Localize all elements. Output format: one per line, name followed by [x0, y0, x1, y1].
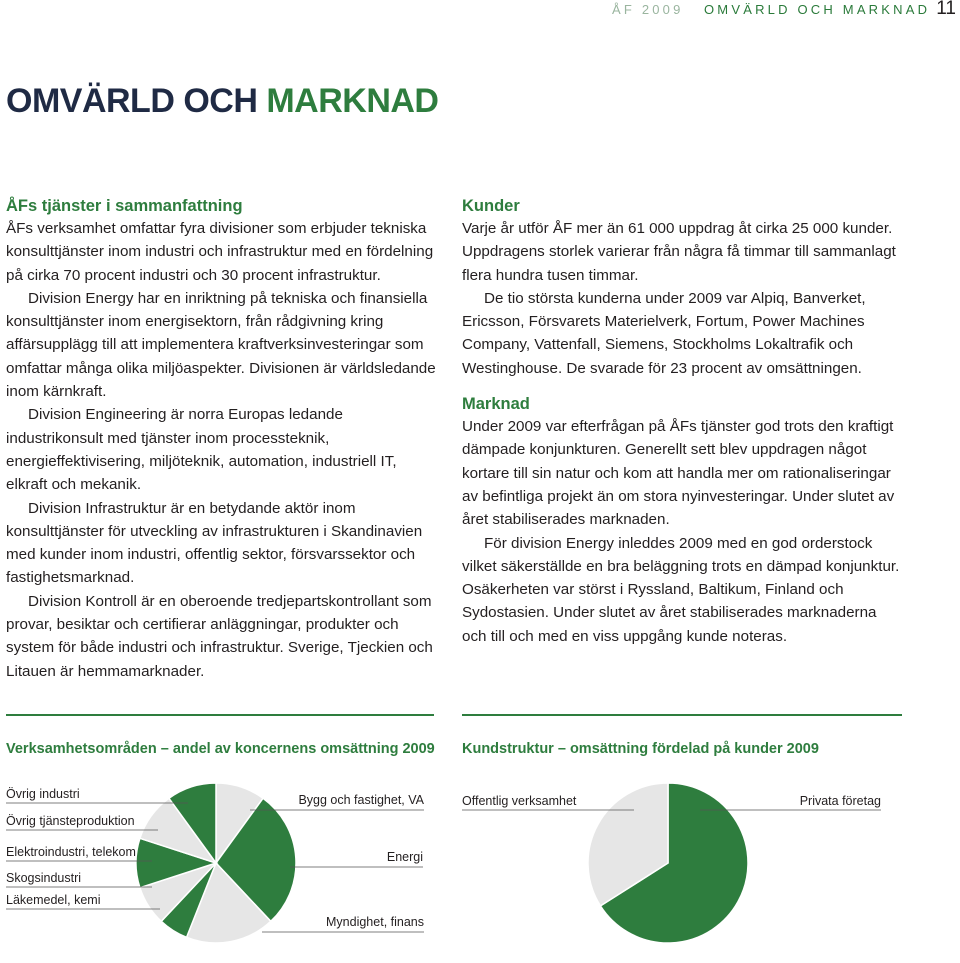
marknad-paragraph-1: Under 2009 var efterfrågan på ÅFs tjänster god trots den kraftigt dämpade konjunkturen. Generellt sett blev uppdragen något kortare till sin natur och kom att handla mer om rationaliseringar av befintliga projekt än om stora nyinvesteringar. Under slutet av året stabiliserades marknaden. [462, 418, 895, 529]
kunder-paragraph-1: Varje år utför ÅF mer än 61 000 uppdrag åt cirka 25 000 kunder. Uppdragens storlek varierar från några få timmar till sammanlagt flera hundra tusen timmar. [462, 220, 896, 284]
chart-rule-right [462, 714, 902, 716]
pie2-slice-privata-foretag [600, 783, 748, 943]
pie1-label-energi: Energi [386, 850, 423, 864]
pie1-label-elektroindustri-telekom: Elektroindustri, telekom [6, 845, 136, 859]
page-number: 11 [936, 0, 956, 19]
pie1-slice-ovrig-industri [169, 783, 216, 863]
pie1-slice-myndighet-finans [187, 863, 271, 943]
kunder-heading: Kunder [462, 197, 520, 215]
pie1-label-lakemedel-kemi: Läkemedel, kemi [6, 893, 101, 907]
pie1-label-ovrig-tjansteproduktion: Övrig tjänsteproduktion [6, 814, 135, 828]
chart-title-kundstruktur: Kundstruktur – omsättning fördelad på kunder 2009 [462, 741, 819, 757]
pie1-label-ovrig-industri: Övrig industri [6, 787, 80, 801]
running-head-brand: ÅF 2009 [612, 2, 684, 17]
pie2-slice-offentlig-verksamhet [588, 783, 668, 906]
summary-heading: ÅFs tjänster i sammanfattning [6, 197, 243, 215]
kunder-paragraph-2: De tio största kunderna under 2009 var Alpiq, Banverket, Ericsson, Försvarets Materielverk, Fortum, Power Machines Company, Vattenfall, Siemens, Stockholms Lokaltrafik och Westinghouse. De svarade för 23 procent av omsättningen. [462, 289, 866, 377]
pie1-slice-skogsindustri [140, 863, 216, 921]
division-kontroll-text: Division Kontroll är en oberoende tredjepartskontrollant som provar, besiktar och certifierar anläggningar, produkter och system för både industri och infrastruktur. Sverige, Tjeckien och Litauen är hemmamarknader. [6, 592, 433, 680]
pie1-label-bygg-och-fastighet-va: Bygg och fastighet, VA [298, 793, 424, 807]
division-energy-text: Division Energy har en inriktning på tekniska och finansiella konsulttjänster inom energisektorn, från rådgivning kring affärsupplägg till att implementera kraftverksinvesteringar som omfattar många olika miljöaspekter. Divisionen är världsledande inom kärnkraft. [6, 289, 436, 401]
pie1-slice-lakemedel-kemi [161, 863, 216, 937]
page-title-part1: OMVÄRLD OCH [6, 82, 258, 120]
right-column [462, 196, 902, 648]
pie1-slice-ovrig-tjansteproduktion [140, 798, 216, 863]
pie2-label-privata-foretag: Privata företag [799, 794, 881, 808]
page-title [6, 82, 439, 121]
chart-title-verksamhet: Verksamhetsområden – andel av koncernens omsättning 2009 [6, 741, 435, 757]
pie1-slice-energi [216, 798, 296, 921]
summary-intro: ÅFs verksamhet omfattar fyra divisioner som erbjuder tekniska konsulttjänster inom industri och infrastruktur med en fördelning på cirka 70 procent industri och 30 procent infrastruktur. [6, 220, 434, 284]
left-column [6, 196, 438, 683]
marknad-heading: Marknad [462, 395, 530, 414]
pie1-label-myndighet-finans: Myndighet, finans [326, 915, 424, 929]
running-head [612, 2, 930, 17]
division-engineering-text: Division Engineering är norra Europas ledande industrikonsult med tjänster inom processteknik, energieffektivisering, miljöteknik, automation, industriell IT, elkraft och mekanik. [6, 406, 397, 494]
pie2-label-offentlig-verksamhet: Offentlig verksamhet [462, 794, 577, 808]
chart-rule-left [6, 714, 434, 716]
running-head-section: OMVÄRLD OCH MARKNAD [703, 2, 931, 17]
pie1-slice-elektroindustri-telekom [136, 838, 216, 887]
pie1-slice-bygg-och-fastighet-va [216, 783, 263, 863]
page-title-part2: MARKNAD [266, 82, 439, 120]
pie1-label-skogsindustri: Skogsindustri [6, 871, 82, 885]
marknad-paragraph-2: För division Energy inleddes 2009 med en god orderstock vilket säkerställde en bra beläggning trots en dämpad konjunktur. Osäkerheten var störst i Ryssland, Baltikum, Finland och Sydostasien. Under slutet av året stabiliserades marknaderna och till och med en viss uppgång kunde noteras. [462, 534, 900, 645]
division-infrastruktur-text: Division Infrastruktur är en betydande aktör inom konsulttjänster för utveckling av infrastrukturen i Skandinavien med kunder inom industri, offentlig sektor, försvarssektor och fastighetsmarknad. [6, 499, 423, 587]
